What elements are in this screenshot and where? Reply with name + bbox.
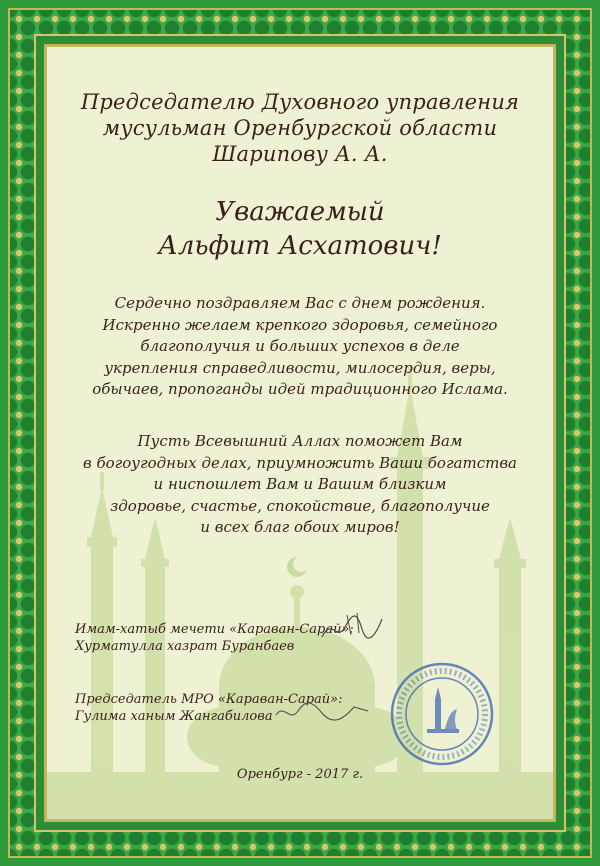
- greeting-name: Альфит Асхатович!: [158, 231, 442, 261]
- signatory-title: Имам-хатыб мечети «Караван-Сарай»:: [75, 622, 354, 637]
- paragraph-line: в богоугодных делах, приумножить Ваши богатства: [83, 453, 517, 472]
- paragraph-line: Искренно желаем крепкого здоровья, семейного: [102, 315, 498, 334]
- greeting-block: [47, 195, 553, 263]
- greeting-line: Уважаемый: [215, 197, 385, 227]
- addressee-block: [47, 89, 553, 167]
- paragraph-line: Сердечно поздравляем Вас с днем рождения.: [114, 294, 486, 312]
- signatory-name: Гулима ханым Жангабилова: [75, 709, 273, 724]
- handwritten-signature: [317, 607, 387, 647]
- paragraph-line: и всех благ обоих миров!: [200, 518, 400, 536]
- certificate-paper: [44, 44, 556, 822]
- congratulation-paragraph: [47, 293, 553, 401]
- addressee-line: мусульман Оренбургской области: [102, 116, 498, 140]
- paragraph-line: и ниспошлет Вам и Вашим близким: [153, 475, 447, 493]
- handwritten-signature: [272, 697, 372, 727]
- paragraph-line: обычаев, пропоганды идей традиционного Ислама.: [92, 380, 508, 398]
- paragraph-line: здоровье, счастье, спокойствие, благополучие: [110, 496, 490, 515]
- place-and-date: Оренбург - 2017 г.: [236, 767, 364, 782]
- paragraph-line: Пусть Всевышний Аллах поможет Вам: [137, 432, 463, 450]
- organization-stamp: [387, 659, 497, 769]
- signatory-imam: [75, 621, 354, 655]
- paragraph-line: благополучия и больших успехов в деле: [140, 337, 460, 355]
- addressee-line: Председателю Духовного управления: [80, 90, 520, 114]
- addressee-name: Шарипову А. А.: [212, 142, 388, 166]
- paragraph-line: укрепления справедливости, милосердия, веры,: [104, 358, 496, 377]
- signatory-title: Председатель МРО «Караван-Сарай»:: [75, 692, 343, 707]
- signatory-name: Хурматулла хазрат Буранбаев: [75, 639, 295, 654]
- blessing-paragraph: [47, 431, 553, 539]
